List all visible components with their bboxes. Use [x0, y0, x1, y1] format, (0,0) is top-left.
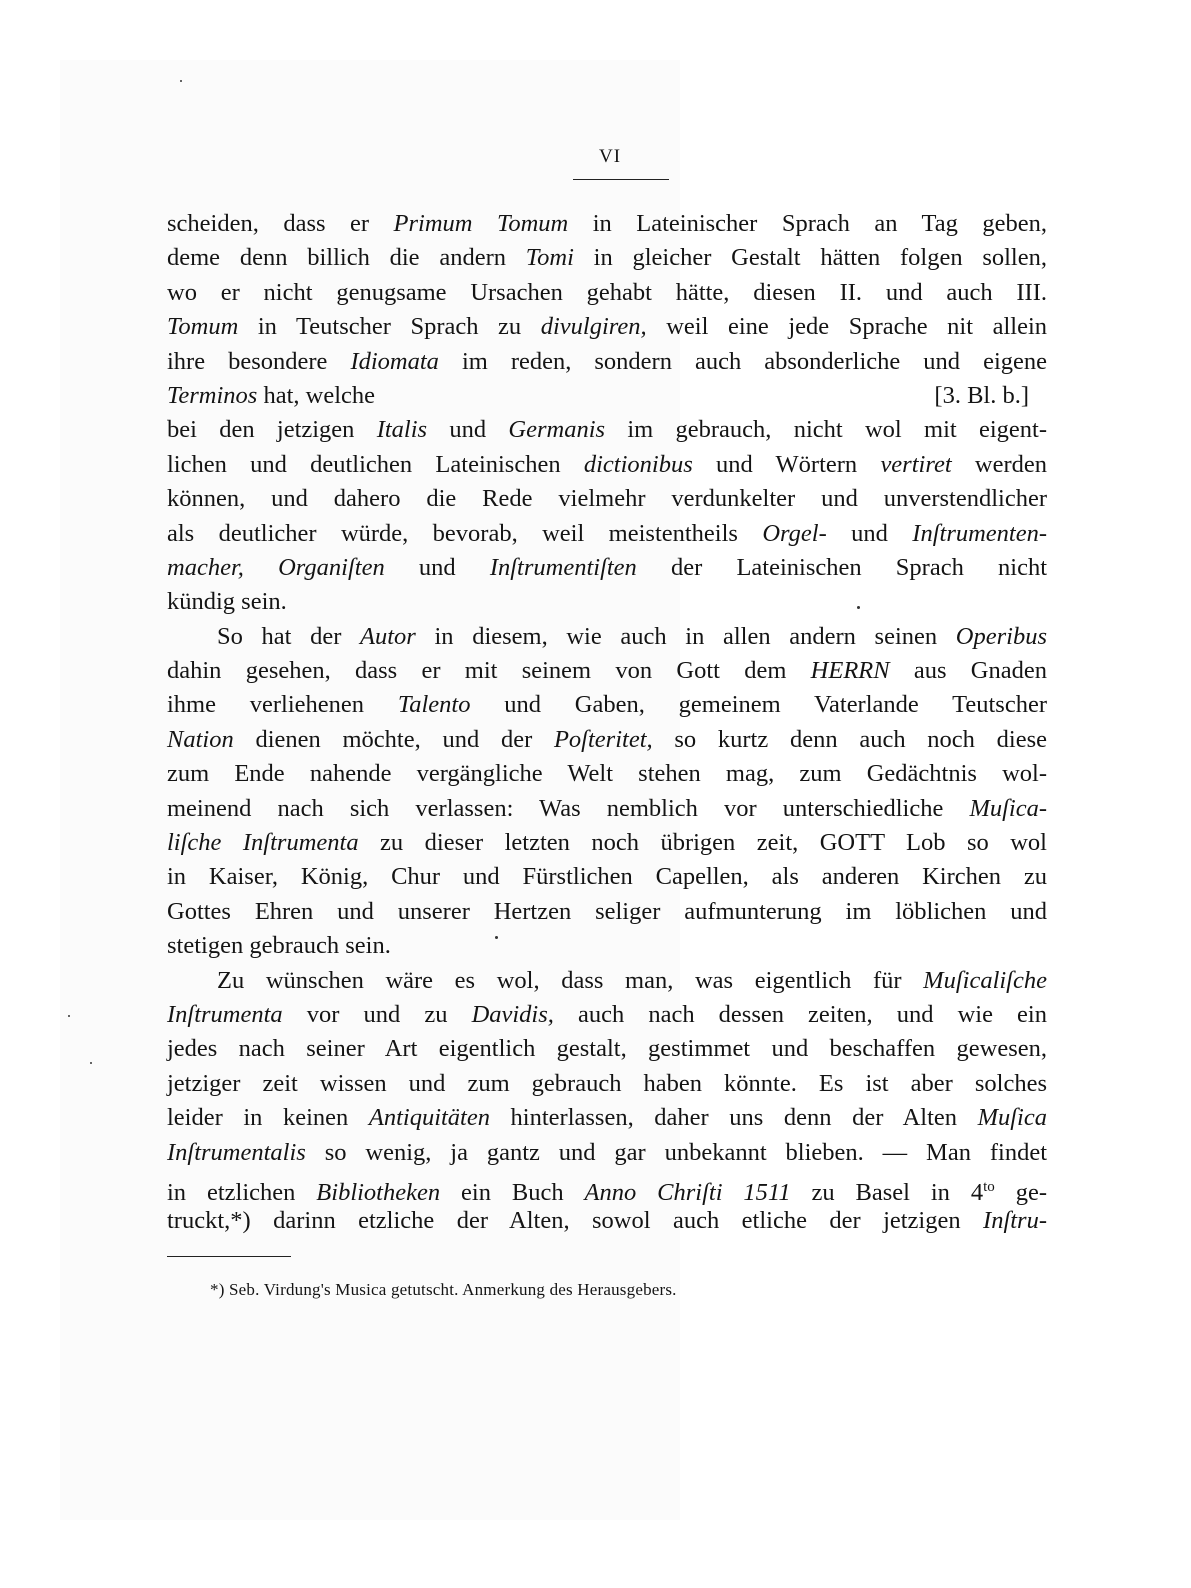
text-line: in Kaiser, König, Chur und Fürstlichen Capellen, als anderen Kirchen zu	[167, 863, 1047, 891]
text-line: jetziger zeit wissen und zum gebrauch haben könnte. Es ist aber solches	[167, 1069, 1047, 1097]
text-line: dahin gesehen, dass er mit seinem von Gott dem HERRN aus Gnaden	[167, 657, 1047, 685]
italic-term: Primum Tomum	[393, 210, 569, 237]
page-marker: [3. Bl. b.]	[934, 381, 1029, 409]
page-number: VI	[598, 146, 622, 167]
text-line: Inſtrumenta vor und zu Davidis, auch nach dessen zeiten, und wie ein	[167, 1000, 1047, 1028]
text-line: zum Ende nahende vergängliche Welt stehen mag, zum Gedächtnis wol-	[167, 760, 1047, 788]
italic-term: Inſtrumenten-	[912, 519, 1048, 547]
italic-term: Antiquitäten	[368, 1104, 490, 1132]
text-line: können, und dahero die Rede vielmehr verdunkelter und unverstendlicher	[167, 485, 1047, 513]
footnote: *) Seb. Virdung's Musica getutscht. Anmerkung des Herausgebers.	[210, 1280, 677, 1299]
scan-speck	[495, 936, 498, 939]
superscript: to	[983, 1178, 995, 1195]
italic-term: Terminos	[167, 381, 258, 409]
italic-term: Tomum	[167, 313, 239, 341]
italic-term: Talento	[397, 691, 471, 719]
scan-speck	[180, 80, 182, 82]
body-text	[167, 207, 1047, 1239]
text-line	[167, 379, 1047, 413]
header-rule	[573, 179, 669, 180]
text-line: in etzlichen Bibliotheken ein Buch Anno Chriſti 1511 zu Basel in $4^{to}$ ge-	[167, 1178, 1047, 1207]
italic-term: Bibliotheken	[316, 1179, 441, 1207]
italic-term: dictionibus	[583, 450, 693, 478]
text-line: ihre besondere Idiomata im reden, sondern auch absonderliche und eigene	[167, 347, 1048, 375]
italic-term: Nation	[167, 725, 234, 753]
italic-term: Orgel-	[762, 519, 827, 547]
text-line: Nation dienen möchte, und der Poſteritet, so kurtz denn auch noch diese	[167, 725, 1047, 753]
italic-term: Operibus	[955, 622, 1047, 650]
italic-term: Italis	[376, 416, 428, 444]
italic-term: Inſtrumentiſten	[489, 553, 637, 581]
text-line: ihme verliehenen Talento und Gaben, gemeinem Vaterlande Teutscher	[167, 691, 1047, 719]
text-line: Inſtrumentalis so wenig, ja gantz und gar unbekannt blieben. — Man findet	[167, 1138, 1047, 1166]
italic-term: macher,	[167, 553, 244, 581]
text-line: macher, Organiſten und Inſtrumentiſten der Lateinischen Sprach nicht	[167, 553, 1048, 581]
text-line: bei den jetzigen Italis und Germanis im gebrauch, nicht wol mit eigent-	[167, 416, 1047, 444]
text-line: meinend nach sich verlassen: Was nemblich vor unterschiedliche Muſica-	[167, 794, 1047, 822]
text-line: als deutlicher würde, bevorab, weil meistentheils Orgel- und Inſtrumenten-	[167, 519, 1048, 547]
text-line: liſche Inſtrumenta zu dieser letzten noch übrigen zeit, GOTT Lob so wol	[167, 829, 1047, 857]
text-line: leider in keinen Antiquitäten hinterlassen, daher uns denn der Alten Muſica	[167, 1104, 1047, 1132]
italic-term: Muſicaliſche	[923, 966, 1047, 994]
text-line: lichen und deutlichen Lateinischen dictionibus und Wörtern vertiret werden	[167, 450, 1047, 478]
italic-term: divulgiren,	[540, 313, 647, 341]
text-line: truckt,*) darinn etzliche der Alten, sowol auch etliche der jetzigen Inſtru-	[167, 1207, 1047, 1235]
text-line: stetigen gebrauch sein.	[167, 932, 391, 960]
text-line: jedes nach seiner Art eigentlich gestalt, gestimmet und beschaffen gewesen,	[167, 1035, 1047, 1063]
footnote-rule	[167, 1256, 291, 1257]
text-line: kündig sein.	[167, 588, 287, 616]
text-line: deme denn billich die andern Tomi in gleicher Gestalt hätten folgen sollen,	[167, 244, 1047, 272]
italic-term: Autor	[360, 622, 416, 650]
italic-term: Muſica-	[969, 794, 1047, 822]
italic-term: Anno Chriſti 1511	[584, 1179, 791, 1207]
text-line: wo er nicht genugsame Ursachen gehabt hätte, diesen II. und auch III.	[167, 278, 1047, 306]
text-line: So hat der Autor in diesem, wie auch in allen andern seinen Operibus	[217, 622, 1047, 650]
scan-speck	[90, 1062, 92, 1064]
italic-term: liſche Inſtrumenta	[167, 829, 359, 857]
text-line: Gottes Ehren und unserer Hertzen seliger aufmunterung im löblichen und	[167, 897, 1047, 925]
scan-speck	[68, 1015, 70, 1017]
italic-term: Inſtrumentalis	[167, 1138, 306, 1166]
text-line-part: Terminos hat, welche	[167, 381, 376, 409]
text-line: scheiden, dass er Primum Tomum in Lateinischer Sprach an Tag geben,	[167, 210, 1047, 237]
italic-term: Inſtrumenta	[167, 1000, 283, 1028]
italic-term: Idiomata	[350, 347, 439, 375]
italic-term: Davidis,	[471, 1000, 554, 1028]
italic-term: vertiret	[880, 450, 952, 478]
italic-term: Inſtru-	[983, 1207, 1047, 1235]
text-line: Tomum in Teutscher Sprach zu divulgiren, weil eine jede Sprache nit allein	[167, 313, 1048, 341]
italic-term: Germanis	[508, 416, 606, 444]
italic-term: Tomi	[525, 244, 574, 272]
italic-term: Organiſten	[278, 553, 385, 581]
italic-term: Poſteritet,	[553, 725, 653, 753]
italic-term: Muſica	[977, 1104, 1047, 1132]
scan-speck	[857, 606, 860, 609]
text-line: Zu wünschen wäre es wol, dass man, was eigentlich für Muſicaliſche	[217, 966, 1047, 994]
italic-term: HERRN	[810, 657, 890, 685]
